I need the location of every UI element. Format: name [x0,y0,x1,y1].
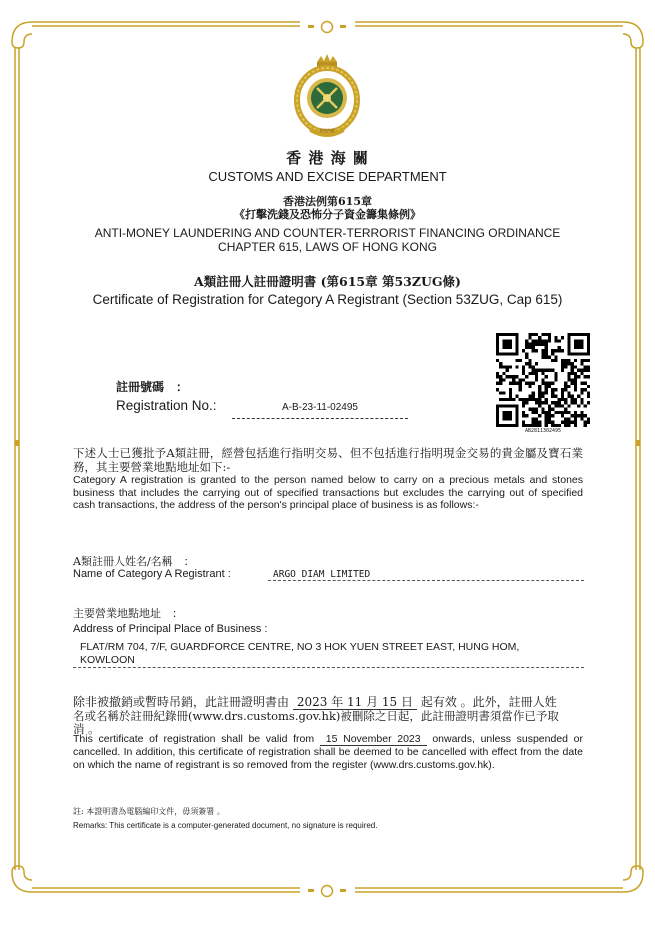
address-line-2: KOWLOON [80,654,135,666]
certificate-title-zh: A類註冊人註冊證明書 (第615章 第53ZUG條) [194,274,461,289]
registration-label-en: Registration No.: [116,398,217,413]
registrant-underline [268,580,584,581]
certificate-title-en: Certificate of Registration for Category A Registrant (Section 53ZUG, Cap 615) [92,292,563,307]
law-title-zh: 《打擊洗錢及恐怖分子資金籌集條例》 [234,208,421,221]
registrant-name: ARGO DIAM LIMITED [273,569,371,580]
law-chapter-en: CHAPTER 615, LAWS OF HONG KONG [218,240,437,254]
address-line-1: FLAT/RM 704, 7/F, GUARDFORCE CENTRE, NO 3 HOK YUEN STREET EAST, HUNG HOM, [80,641,520,653]
law-title-en: ANTI-MONEY LAUNDERING AND COUNTER-TERRORIST FINANCING ORDINANCE [94,226,561,240]
validity-en-text: This certificate of registration shall be valid from [73,733,315,745]
grant-statement-zh: 下述人士已獲批予A類註冊，經營包括進行指明交易、但不包括進行指明現金交易的貴金屬及寶石業務，其主要營業地點地址如下:- [73,446,583,474]
qr-caption: AB2811302495 [524,428,562,434]
remarks-zh: 註: 本證明書為電腦編印文件，毋須簽署 。 [73,807,225,816]
validity-en-text-2: onwards, unless suspended or cancelled. In addition, this certificate of registration shall be deemed to be cancelled with effect from the date on which the name of registrant is so removed from the register (www.drs.customs.gov.hk). [73,733,584,771]
law-chapter-zh: 香港法例第615章 [283,195,372,208]
validity-statement-zh-line2: 名或名稱於註冊紀錄冊(www.drs.customs.gov.hk)被刪除之日起，此註冊證明書須當作已予取 [73,709,559,723]
registration-number: A-B-23-11-02495 [232,402,408,419]
emblem-banner-text: 香港海關 [319,128,335,133]
grant-statement-en: Category A registration is granted to the person named below to carry on a precious metals and stones business that includes the carrying out of specified transactions but excludes the carrying out of specified cash transactions, the address of the person's principal place of business is as follows:- [73,474,583,511]
validity-date-zh: 2023 年 11 月 15 日 [293,695,417,710]
validity-zh-text-2: 起有效 。此外，註冊人姓 [420,695,557,709]
registrant-label-en: Name of Category A Registrant : [73,568,231,580]
registration-label-zh: 註冊號碼 ： [116,380,189,394]
validity-statement-en [73,733,583,772]
remarks-en: Remarks: This certificate is a computer-generated document, no signature is required. [73,821,378,830]
qr-code-icon [496,333,590,427]
department-name-en: CUSTOMS AND EXCISE DEPARTMENT [208,169,447,184]
address-underline [73,667,584,668]
validity-statement-zh-line1 [73,695,585,709]
address-label-en: Address of Principal Place of Business : [73,623,268,635]
validity-zh-text: 除非被撤銷或暫時吊銷，此註冊證明書由 [73,695,290,709]
registrant-label-zh: A類註冊人姓名/名稱 ： [73,555,195,568]
validity-date-en: 15 November 2023 [320,733,427,746]
address-label-zh: 主要營業地點地址 ： [73,607,183,620]
validity-statement-zh-line3: 消 。 [73,722,100,736]
department-name-zh: 香 港 海 關 [286,149,369,167]
